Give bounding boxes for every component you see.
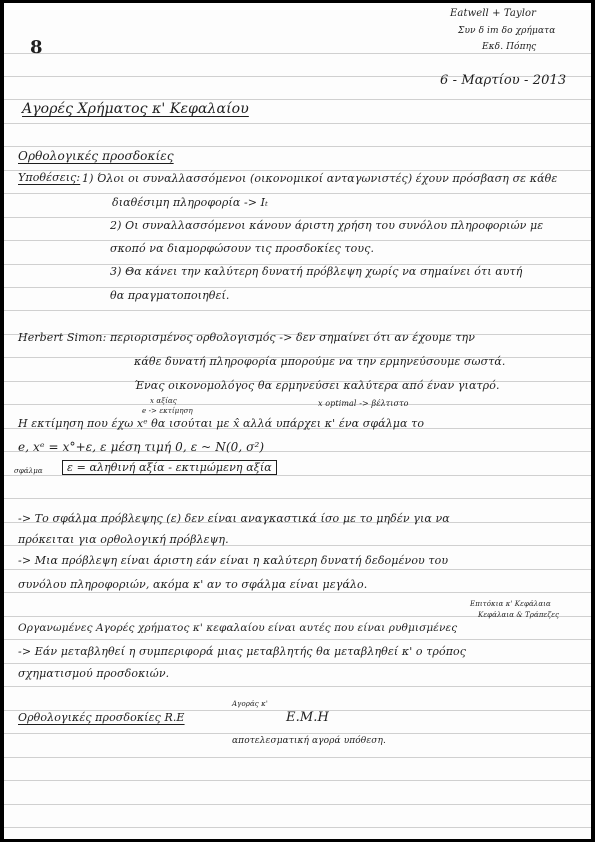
text-line: Ορθολογικές προσδοκίες R.E — [18, 711, 185, 724]
text-line: Η εκτίμηση που έχω xᵉ θα ισούται με x̂ αλλά υπάρχει κ' ένα σφάλμα το — [18, 417, 425, 430]
text-line: διαθέσιμη πληροφορία -> Iₜ — [112, 196, 268, 209]
boxed-formula: ε = αληθινή αξία - εκτιμώμενη αξία — [62, 460, 277, 475]
header-note: Eatwell + Taylor — [450, 8, 536, 19]
section-heading: Ορθολογικές προσδοκίες — [18, 149, 174, 163]
ruled-line — [4, 123, 591, 124]
text-line: E.M.H — [286, 710, 329, 725]
text-line: θα πραγματοποιηθεί. — [110, 289, 230, 302]
ruled-line — [4, 780, 591, 781]
text-line: σκοπό να διαμορφώσουν τις προσδοκίες τους. — [110, 242, 375, 255]
ruled-line — [4, 569, 591, 570]
text-line: πρόκειται για ορθολογική πρόβλεψη. — [18, 533, 229, 546]
text-line: -> Το σφάλμα πρόβλεψης (ε) δεν είναι αναγκαστικά ίσο με το μηδέν για να — [18, 512, 450, 525]
text-line: Ένας οικονομολόγος θα ερμηνεύσει καλύτερα από έναν γιατρό. — [134, 379, 500, 392]
ruled-line — [4, 146, 591, 147]
ruled-line — [4, 757, 591, 758]
page-title: Αγορές Χρήματος κ' Κεφαλαίου — [22, 101, 249, 117]
ruled-line — [4, 475, 591, 476]
ruled-line — [4, 404, 591, 405]
header-note: Εκδ. Πόπης — [482, 42, 537, 52]
ruled-line — [4, 53, 591, 54]
text-line: -> Μια πρόβλεψη είναι άριστη εάν είναι η καλύτερη δυνατή δεδομένου του — [18, 554, 449, 567]
text-line: Herbert Simon: περιορισμένος ορθολογισμός -> δεν σημαίνει ότι αν έχουμε την — [18, 331, 476, 344]
date: 6 - Μαρτίου - 2013 — [440, 73, 567, 88]
annotation: σφάλμα — [14, 467, 43, 475]
text-line: κάθε δυνατή πληροφορία μπορούμε να την ερμηνεύσουμε σωστά. — [134, 355, 506, 368]
ruled-line — [4, 733, 591, 734]
ruled-line — [4, 217, 591, 218]
annotation: Κεφάλαια & Τράπεζες — [478, 611, 560, 619]
notebook-page — [4, 3, 591, 839]
annotation: x αξίας — [150, 397, 177, 405]
ruled-line — [4, 804, 591, 805]
text-line: συνόλου πληροφοριών, ακόμα κ' αν το σφάλμα είναι μεγάλο. — [18, 578, 368, 591]
ruled-line — [4, 592, 591, 593]
header-note: Συν δ im δο χρήματα — [458, 26, 556, 36]
annotation: x optimal -> βέλτιστο — [318, 399, 409, 408]
text-line: 1) Όλοι οι συναλλασσόμενοι (οικονομικοί ανταγωνιστές) έχουν πρόσβαση σε κάθε — [82, 172, 558, 185]
ruled-line — [4, 99, 591, 100]
text-line: 3) Θα κάνει την καλύτερη δυνατή πρόβλεψη χωρίς να σημαίνει ότι αυτή — [110, 265, 523, 278]
ruled-line — [4, 827, 591, 828]
text-line: 2) Οι συναλλασσόμενοι κάνουν άριστη χρήση του συνόλου πληροφοριών με — [110, 219, 544, 232]
text-line: Οργανωμένες Αγορές χρήματος κ' κεφαλαίου είναι αυτές που είναι ρυθμισμένες — [18, 622, 458, 634]
page-number: 8 — [30, 37, 43, 58]
text-line: σχηματισμού προσδοκιών. — [18, 667, 170, 680]
ruled-line — [4, 170, 591, 171]
ruled-line — [4, 686, 591, 687]
annotation: e -> εκτίμηση — [142, 407, 193, 415]
formula-line: e, xᵉ = x°+ε, ε μέση τιμή 0, ε ~ N(0, σ²) — [18, 440, 265, 454]
ruled-line — [4, 240, 591, 241]
ruled-line — [4, 193, 591, 194]
text-line: -> Εάν μεταβληθεί η συμπεριφορά μιας μεταβλητής θα μεταβληθεί κ' ο τρόπος — [18, 645, 467, 658]
ruled-line — [4, 287, 591, 288]
ruled-line — [4, 663, 591, 664]
annotation: Αγοράς κ' — [232, 700, 268, 708]
annotation: αποτελεσματική αγορά υπόθεση. — [232, 736, 386, 746]
annotation: Επιτόκια κ' Κεφάλαια — [470, 600, 551, 608]
ruled-line — [4, 639, 591, 640]
ruled-line — [4, 310, 591, 311]
ruled-line — [4, 498, 591, 499]
text-line: Υποθέσεις: — [18, 171, 81, 184]
